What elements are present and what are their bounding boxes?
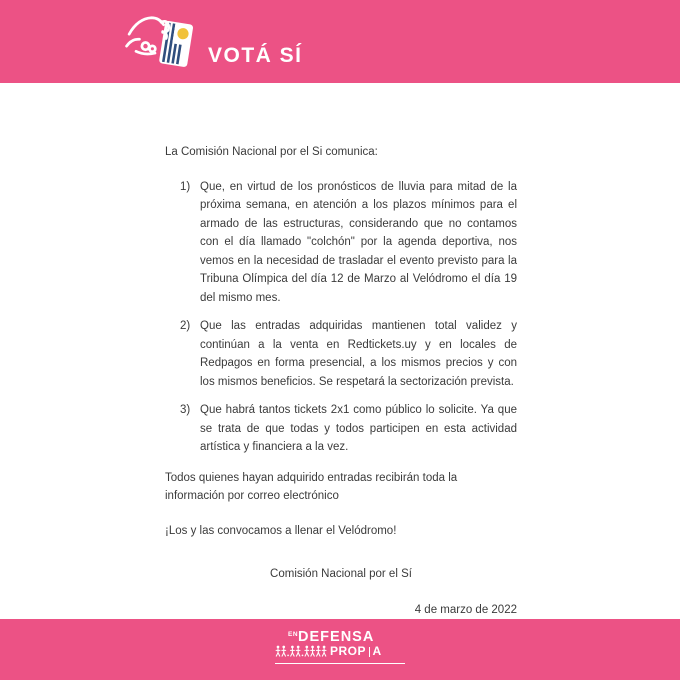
item-text: Que las entradas adquiridas mantienen total validez y continúan a la venta en Redtickets.uy y en locales de Redpagos en forma presencial, a los mismos precios y con los mismos beneficios. Se respetará la sectorización prevista.: [200, 320, 517, 388]
item-number: 2): [180, 320, 191, 332]
vota-si-logo: [124, 10, 303, 72]
footer-rule: [275, 663, 405, 664]
list-item: [165, 401, 517, 457]
footer-band: [0, 619, 680, 680]
brand-en: EN: [288, 631, 299, 638]
brand-line-defensa: [275, 628, 405, 644]
brand-line-propia: [275, 645, 405, 657]
brand-a: A: [372, 644, 382, 658]
people-figures-icon: [275, 645, 329, 657]
brand-prop: PROP: [330, 644, 367, 658]
item-text: Que habrá tantos tickets 2x1 como público lo solicite. Ya que se trata de que todas y todos participen en esta actividad artística y financiera a la vez.: [200, 404, 517, 453]
closing-paragraph: Todos quienes hayan adquirido entradas recibirán toda la información por correo electrónico: [165, 471, 458, 502]
hand-ballot-uruguay-flag-icon: [124, 10, 210, 72]
numbered-list: [165, 178, 517, 457]
letter-body: [165, 83, 517, 619]
item-number: 1): [180, 180, 191, 193]
prop-i-bar: [369, 647, 371, 657]
brand-defensa: DEFENSA: [298, 629, 375, 645]
letter-date: 4 de marzo de 2022: [414, 603, 517, 616]
en-defensa-propia-logo: [275, 628, 405, 664]
header-band: [0, 0, 680, 83]
item-number: 3): [180, 404, 191, 416]
logo-text: VOTÁ SÍ: [208, 44, 303, 67]
signature: Comisión Nacional por el Sí: [270, 568, 412, 580]
list-item: [165, 178, 517, 308]
letter-intro: La Comisión Nacional por el Si comunica:: [165, 146, 378, 158]
call-to-action: ¡Los y las convocamos a llenar el Velódromo!: [165, 524, 397, 537]
item-text: Que, en virtud de los pronósticos de lluvia para mitad de la próxima semana, en atención a los plazos mínimos para el armado de las estructuras, considerando que no contamos con el día llamado "colchón" por la agenda deportiva, nos vemos en la necesidad de trasladar el evento previsto para la Tribuna Olímpica del día 12 de Marzo al Velódromo el día 19 del mismo mes.: [200, 180, 517, 304]
list-item: [165, 317, 517, 391]
